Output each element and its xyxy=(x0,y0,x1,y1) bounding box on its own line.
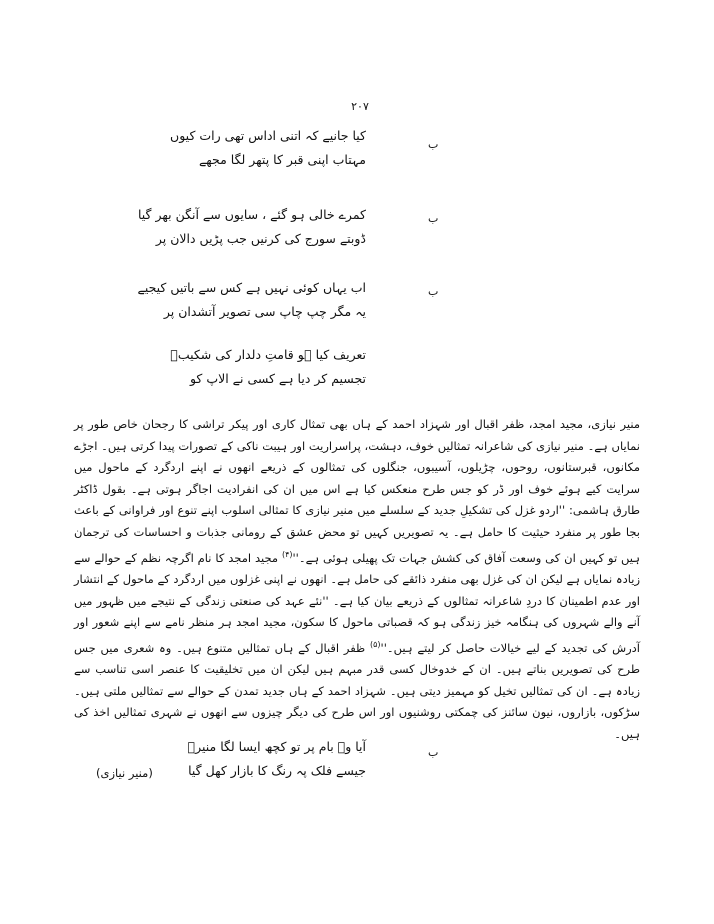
final-couplet xyxy=(188,735,366,783)
couplet-line: تعریف کیا ہو قامتِ دلدار کی شکیبؔ xyxy=(170,347,366,362)
paragraph-text: مجید امجد کا نام اگرچہ نظم کے حوالے سے زیادہ نمایاں ہے لیکن ان کی غزل بھی منفرد ذائقے کی حامل ہے۔ انھوں نے اپنی غزلوں میں اردگرد کے ماحول کے انتشار اور عدم اطمینان کا دردِ شاعرانہ تمثالوں کے ذریعے بیان کیا ہے۔ ''نئے عہد کی صنعتی زندگی کے نتیجے میں ظہور میں آنے والے شہروں کی ہنگامہ خیز زندگی ہو کہ قصباتی ماحول کا سکون، مجید امجد ہر منظر نامے سے اپنے شعور اور آدرش کی تجدید کے لیے خیالات حاصل کر لیتے ہیں۔'' xyxy=(74,550,640,655)
couplet-line: اب یہاں کوئی نہیں ہے کس سے باتیں کیجیے xyxy=(137,280,366,295)
couplet-line: تجسیم کر دیا ہے کسی نے الاپ کو xyxy=(189,371,366,386)
footnote-ref: (۴) xyxy=(281,549,293,559)
poet-attribution: (منیر نیازی) xyxy=(96,766,153,780)
verse-marker: ب xyxy=(428,138,439,151)
couplet-line: کیا جانیے کہ اتنی اداس تھی رات کیوں xyxy=(170,128,366,143)
couplet-line: یہ مگر چپ چاپ سی تصویر آتشدان پر xyxy=(163,304,366,319)
couplet-line: جیسے فلک پہ رنگ کا بازار کھل گیا xyxy=(188,763,366,778)
couplet-line: آیا وہ بام پر تو کچھ ایسا لگا منیرؔ xyxy=(187,739,366,754)
couplet xyxy=(138,203,366,251)
couplet xyxy=(170,124,366,172)
couplet-line: کمرے خالی ہو گئے ، سایوں سے آنگن بھر گیا xyxy=(137,207,366,222)
couplet-line: مہتاب اپنی قبر کا پتھر لگا مجھے xyxy=(198,152,366,167)
couplet xyxy=(170,343,366,391)
verse-marker: ب xyxy=(428,746,439,759)
body-paragraph xyxy=(74,414,640,746)
verse-marker: ب xyxy=(428,285,439,298)
footnote-ref: (۵) xyxy=(370,639,381,649)
couplet xyxy=(138,276,367,324)
couplet-line: ڈوبتے سورج کی کرنیں جب پڑیں دالان پر xyxy=(155,231,366,246)
paragraph-text: ظفر اقبال کے ہاں تمثالیں متنوع ہیں۔ وہ شعری میں جس طرح کی تصویریں بناتے ہیں۔ ان کے خدوخال کسی قدر مبہم ہیں لیکن ان میں تخلیقیت کا عنصر اسی تناسب سے زیادہ ہے۔ ان کی تمثالیں تخیل کو مہمیز دیتی ہیں۔ شہزاد احمد کے ہاں جدید تمدن کے حوالے سے تمثالیں ملتی ہیں۔ سڑکوں، بازاروں، نیون سائنز کی چمکتی روشنیوں اور اس طرح کی دیگر چیزوں سے انھوں نے شہری تمثالیں اخذ کی ہیں۔ xyxy=(74,640,640,741)
paragraph-text: منیر نیازی، مجید امجد، ظفر اقبال اور شہزاد احمد کے ہاں بھی تمثال کاری اور پیکر تراشی کا رجحان خاص طور پر نمایاں ہے۔ منیر نیازی کی شاعرانہ تمثالیں خوف، دہشت، پراسراریت اور ہیبت ناکی کے تصورات پیدا کرتی ہیں۔ اجڑے مکانوں، قبرستانوں، روحوں، چڑیلوں، آسیبوں، جنگلوں کی تمثالوں کے ذریعے انھوں نے اپنے اردگرد کے ماحول میں سرایت کیے ہوئے خوف اور ڈر کو جس طرح منعکس کیا ہے اس میں ان کی انفرادیت اجاگر ہوتی ہے۔ بقول ڈاکٹر طارق ہاشمی: ''اردو غزل کی تشکیلِ جدید کے سلسلے میں منیر نیازی کا تمثالی اسلوب اپنے تنوع اور فراوانی کے باعث بجا طور پر منفرد حیثیت کا حامل ہے۔ یہ تصویریں کہیں تو محض عشق کے رومانی جذبات و احساسات کی ترجمان ہیں تو کہیں ان کی وسعت آفاق کی کشش جہات تک پھیلی ہوئی ہے۔'' xyxy=(74,417,640,565)
verse-marker: ب xyxy=(428,212,439,225)
page-number: ۲۰۷ xyxy=(351,100,369,113)
